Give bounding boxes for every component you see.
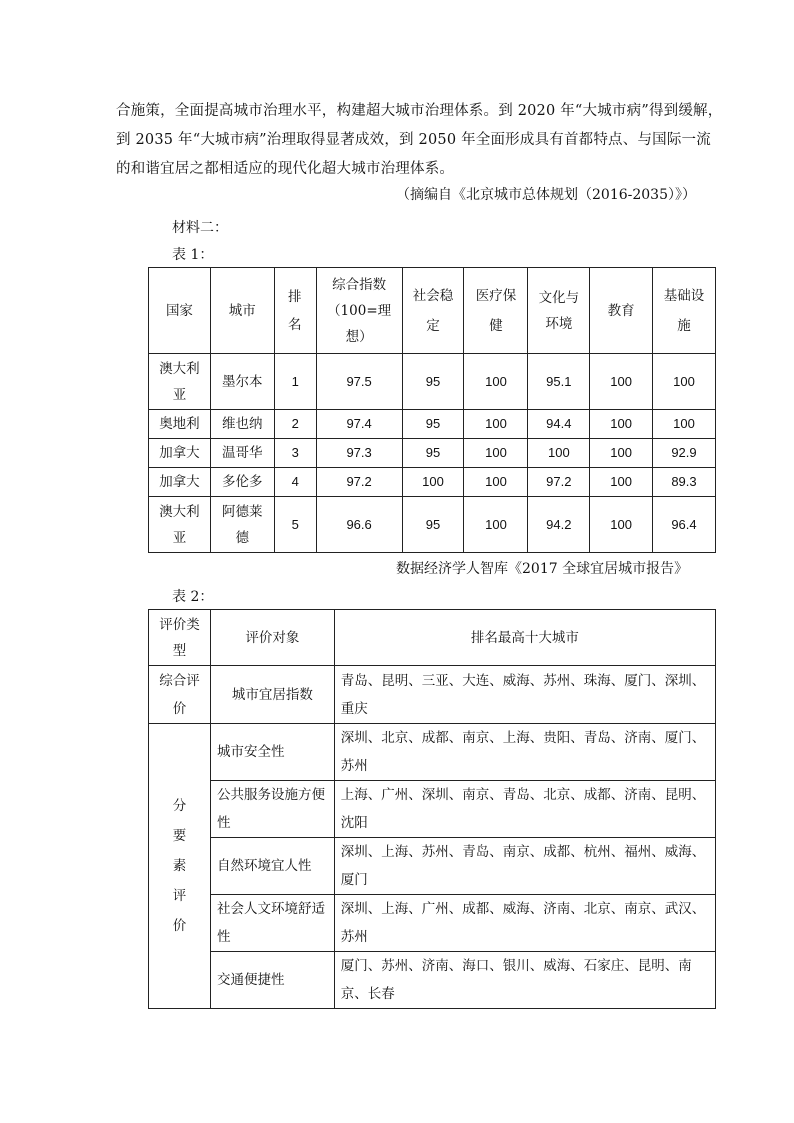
table-row <box>149 952 716 1009</box>
cell-index: 97.5 <box>316 354 402 410</box>
cell-country: 加拿大 <box>149 439 211 468</box>
cell-rank: 1 <box>274 354 316 410</box>
header-health: 医疗保健 <box>464 268 528 354</box>
cell-rank: 3 <box>274 439 316 468</box>
table-1 <box>148 267 716 553</box>
header-index <box>316 268 402 354</box>
intro-line: 合施策，全面提高城市治理水平，构建超大城市治理体系。到 2020 年“大城市病”得到缓解， <box>116 103 723 119</box>
cell-culture: 95.1 <box>528 354 590 410</box>
cell-infra: 100 <box>652 354 715 410</box>
cell-object: 公共服务设施方便性 <box>210 781 334 838</box>
cell-health: 100 <box>464 497 528 553</box>
cell-rank: 4 <box>274 468 316 497</box>
cell-cities: 青岛、昆明、三亚、大连、威海、苏州、珠海、厦门、深圳、重庆 <box>334 666 715 724</box>
table-row <box>149 666 716 724</box>
header-index-line: （100=理 <box>327 302 392 319</box>
cell-infra: 92.9 <box>652 439 715 468</box>
cell-cities: 深圳、上海、苏州、青岛、南京、成都、杭州、福州、威海、厦门 <box>334 838 715 895</box>
cell-cities: 上海、广州、深圳、南京、青岛、北京、成都、济南、昆明、沈阳 <box>334 781 715 838</box>
cell-index: 97.3 <box>316 439 402 468</box>
cell-object: 城市宜居指数 <box>210 666 334 724</box>
header-top10: 排名最高十大城市 <box>334 610 715 666</box>
cell-education: 100 <box>590 410 653 439</box>
cell-education: 100 <box>590 354 653 410</box>
cell-stability: 95 <box>402 497 464 553</box>
table-row <box>149 410 716 439</box>
sub-type-char: 价 <box>172 918 187 934</box>
cell-stability: 95 <box>402 354 464 410</box>
cell-type-sub <box>149 724 211 1009</box>
table1-label: 表 1： <box>172 247 214 263</box>
table-2 <box>148 609 716 1009</box>
table1-header-row <box>149 268 716 354</box>
header-rank: 排名 <box>274 268 316 354</box>
sub-type-char: 分 <box>172 798 187 814</box>
cell-culture: 94.2 <box>528 497 590 553</box>
cell-object: 自然环境宜人性 <box>210 838 334 895</box>
header-stability: 社会稳定 <box>402 268 464 354</box>
cell-rank: 5 <box>274 497 316 553</box>
sub-type-char: 要 <box>172 828 187 844</box>
cell-stability: 95 <box>402 410 464 439</box>
header-education: 教育 <box>590 268 653 354</box>
cell-country: 奥地利 <box>149 410 211 439</box>
cell-education: 100 <box>590 497 653 553</box>
cell-object: 社会人文环境舒适性 <box>210 895 334 952</box>
header-index-line: 综合指数 <box>332 276 387 293</box>
cell-health: 100 <box>464 354 528 410</box>
cell-culture: 97.2 <box>528 468 590 497</box>
cell-object: 城市安全性 <box>210 724 334 781</box>
cell-education: 100 <box>590 468 653 497</box>
cell-health: 100 <box>464 410 528 439</box>
intro-line: 到 2035 年“大城市病”治理取得显著成效，到 2050 年全面形成具有首都特点、与国际一流 <box>116 132 711 148</box>
cell-city: 多伦多 <box>210 468 274 497</box>
header-city: 城市 <box>210 268 274 354</box>
cell-city: 阿德莱德 <box>210 497 274 553</box>
header-object: 评价对象 <box>210 610 334 666</box>
table2-header-row <box>149 610 716 666</box>
header-culture-line: 文化与 <box>538 289 580 306</box>
source-citation-1: （摘编自《北京城市总体规划（2016-2035）》） <box>396 187 696 203</box>
cell-health: 100 <box>464 468 528 497</box>
table-row <box>149 781 716 838</box>
table-row <box>149 724 716 781</box>
table-row <box>149 354 716 410</box>
cell-infra: 89.3 <box>652 468 715 497</box>
cell-culture: 94.4 <box>528 410 590 439</box>
table2-label: 表 2： <box>172 589 214 605</box>
cell-index: 97.2 <box>316 468 402 497</box>
cell-country: 澳大利亚 <box>149 497 211 553</box>
cell-infra: 100 <box>652 410 715 439</box>
material2-label: 材料二： <box>172 220 228 236</box>
header-index-line: 想） <box>345 328 373 345</box>
cell-cities: 厦门、苏州、济南、海口、银川、威海、石家庄、昆明、南京、长春 <box>334 952 715 1009</box>
header-type: 评价类型 <box>149 610 211 666</box>
cell-culture: 100 <box>528 439 590 468</box>
cell-country: 澳大利亚 <box>149 354 211 410</box>
intro-line: 的和谐宜居之都相适应的现代化超大城市治理体系。 <box>116 161 455 177</box>
cell-index: 96.6 <box>316 497 402 553</box>
table-row <box>149 838 716 895</box>
cell-city: 墨尔本 <box>210 354 274 410</box>
sub-type-char: 素 <box>172 858 187 874</box>
cell-city: 维也纳 <box>210 410 274 439</box>
header-culture <box>528 268 590 354</box>
header-infra: 基础设施 <box>652 268 715 354</box>
header-country: 国家 <box>149 268 211 354</box>
table-row <box>149 468 716 497</box>
cell-education: 100 <box>590 439 653 468</box>
cell-health: 100 <box>464 439 528 468</box>
cell-cities: 深圳、上海、广州、成都、威海、济南、北京、南京、武汉、苏州 <box>334 895 715 952</box>
cell-object: 交通便捷性 <box>210 952 334 1009</box>
cell-stability: 100 <box>402 468 464 497</box>
table-row <box>149 895 716 952</box>
cell-type-overall: 综合评价 <box>149 666 211 724</box>
cell-country: 加拿大 <box>149 468 211 497</box>
cell-stability: 95 <box>402 439 464 468</box>
table-row <box>149 497 716 553</box>
cell-index: 97.4 <box>316 410 402 439</box>
header-culture-line: 环境 <box>545 315 573 332</box>
sub-type-char: 评 <box>172 888 187 904</box>
intro-paragraph <box>116 97 723 184</box>
cell-rank: 2 <box>274 410 316 439</box>
source-citation-2: 数据经济学人智库《2017 全球宜居城市报告》 <box>396 561 689 577</box>
cell-cities: 深圳、北京、成都、南京、上海、贵阳、青岛、济南、厦门、苏州 <box>334 724 715 781</box>
cell-city: 温哥华 <box>210 439 274 468</box>
cell-infra: 96.4 <box>652 497 715 553</box>
table-row <box>149 439 716 468</box>
